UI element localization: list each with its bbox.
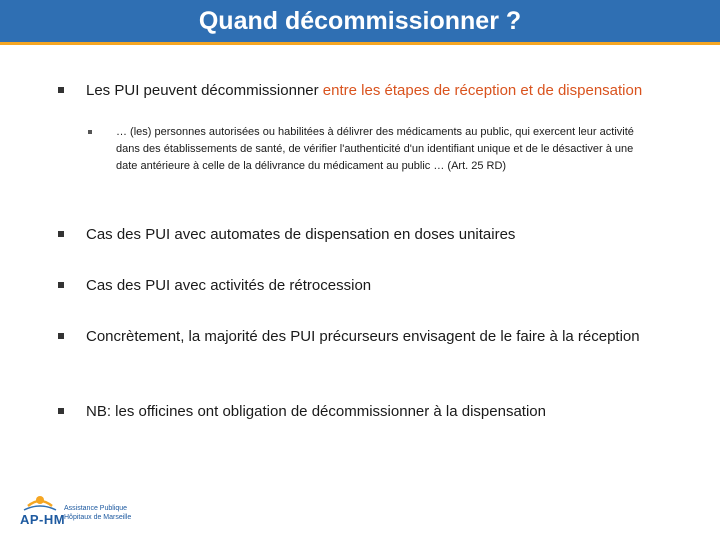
bullet-1-text-before: Les PUI peuvent décommissionner	[86, 82, 323, 99]
bullet-marker	[58, 231, 64, 237]
bullet-marker	[58, 87, 64, 93]
logo-name: AP-HM	[20, 512, 66, 527]
bullet-marker	[58, 282, 64, 288]
bullet-4-text: Concrètement, la majorité des PUI précurseurs envisagent de le faire à la réception	[86, 328, 640, 345]
subbullet-marker	[88, 130, 92, 134]
bullet-marker	[58, 333, 64, 339]
logo-tagline: Assistance Publique Hôpitaux de Marseille	[64, 505, 132, 521]
aphm-logo	[18, 492, 148, 532]
bullet-3-text: Cas des PUI avec activités de rétrocession	[86, 277, 372, 294]
bullet-marker	[58, 408, 64, 414]
subbullet-1-text: … (les) personnes autorisées ou habilitées à délivrer des médicaments au public, qui exercent leur activité dans des établissements de santé, de vérifier l'authenticité d'un identifiant unique et de le désactiver à une date antérieure à celle de la délivrance du médicament au public … (Art. 25 RD)	[116, 126, 634, 172]
bullet-1-text-accent: entre les étapes de réception et de dispensation	[322, 82, 643, 99]
slide-title: Quand décommissionner ?	[198, 7, 522, 35]
bullet-1-text	[86, 80, 656, 101]
bullet-2-text: Cas des PUI avec automates de dispensation en doses unitaires	[86, 226, 516, 243]
bullet-5-text: NB: les officines ont obligation de décommissionner à la dispensation	[86, 403, 546, 420]
